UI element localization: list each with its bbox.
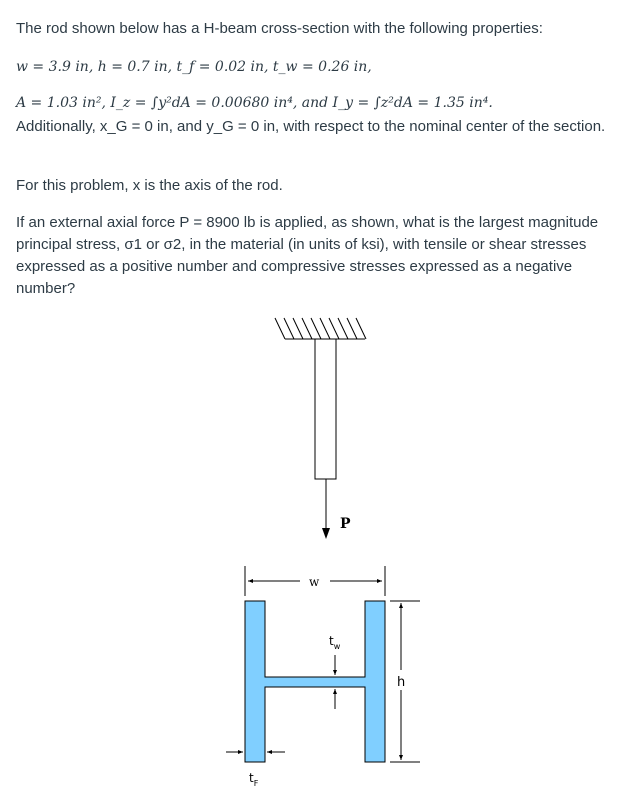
arrow-head-icon bbox=[322, 528, 330, 539]
web-thickness-label: $t_w$ bbox=[329, 634, 341, 651]
flange-thickness-label: $t_F$ bbox=[249, 771, 259, 788]
intro-text: The rod shown below has a H-beam cross-section with the following properties: bbox=[16, 20, 543, 37]
height-label: h bbox=[397, 675, 406, 690]
properties-line-3: Additionally, x_G = 0 in, and y_G = 0 in, with respect to the nominal center of the section. bbox=[16, 118, 606, 135]
width-label: w bbox=[309, 575, 320, 589]
fixed-support-icon bbox=[275, 318, 366, 339]
h-beam-cross-section bbox=[245, 601, 385, 762]
question-text: If an external axial force P = 8900 lb is applied, as shown, what is the largest magnitude principal stress, σ1 or σ2, in the material (in units of ksi), with tensile or shear stresses expressed as a positive number and compressive stresses expressed as a negative number? bbox=[16, 214, 599, 297]
properties-line-2: A = 1.03 in², I_z = ∫y²dA = 0.00680 in⁴, and I_y = ∫z²dA = 1.35 in⁴. bbox=[16, 95, 493, 111]
load-label: P bbox=[340, 516, 351, 532]
properties-line-1: w = 3.9 in, h = 0.7 in, t_f = 0.02 in, t_w = 0.26 in, bbox=[16, 59, 372, 75]
axis-note: For this problem, x is the axis of the rod. bbox=[16, 177, 283, 194]
rod bbox=[315, 339, 336, 479]
